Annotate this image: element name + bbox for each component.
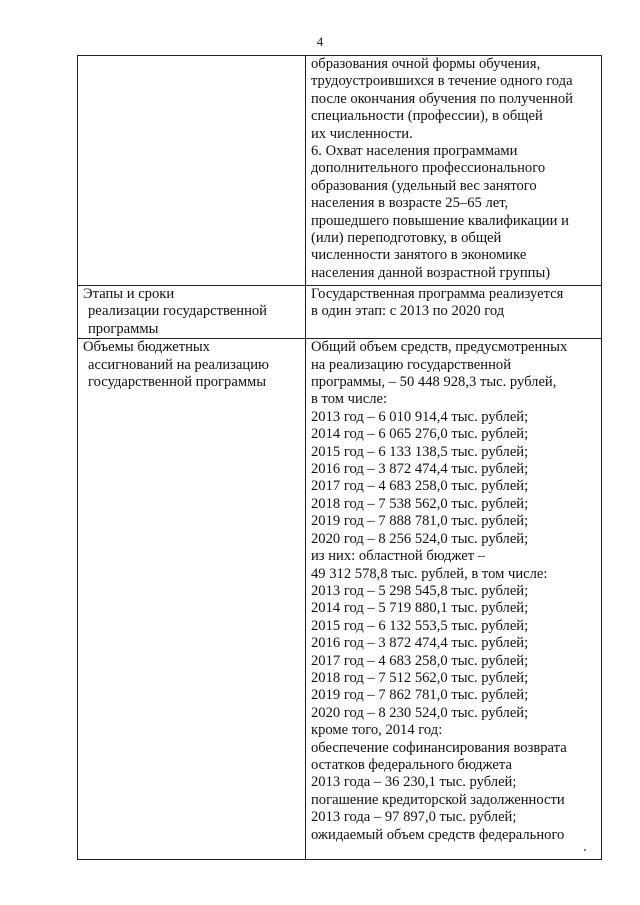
table-row [78, 56, 602, 286]
text-line: 2019 год – 7 862 781,0 тыс. рублей; [311, 687, 529, 704]
row-value-cell [306, 339, 602, 860]
text-line: численности занятого в экономике [311, 247, 527, 264]
text-line: 2014 год – 6 065 276,0 тыс. рублей; [311, 426, 529, 443]
text-line: (или) переподготовку, в общей [311, 230, 502, 247]
text-line: 2019 год – 7 888 781,0 тыс. рублей; [311, 513, 529, 530]
text-line: 2018 год – 7 512 562,0 тыс. рублей; [311, 669, 529, 686]
label-line: Этапы и сроки [83, 286, 175, 302]
text-line: остатков федерального бюджета [311, 756, 512, 773]
text-line: погашение кредиторской задолженности [311, 791, 565, 808]
text-line: трудоустроившихся в течение одного года [311, 73, 573, 90]
text-line: 2013 год – 6 010 914,4 тыс. рублей; [311, 408, 529, 425]
text-line: специальности (профессии), в общей [311, 108, 543, 125]
text-line: образования очной формы обучения, [311, 56, 541, 72]
text-line: 2015 год – 6 133 138,5 тыс. рублей; [311, 443, 529, 460]
text-line: образования (удельный вес занятого [311, 177, 537, 194]
text-line: ожидаемый объем средств федерального [311, 826, 565, 843]
text-line: 49 312 578,8 тыс. рублей, в том числе: [311, 565, 548, 582]
text-line: 2016 год – 3 872 474,4 тыс. рублей; [311, 635, 529, 652]
text-line: Государственная программа реализуется [311, 286, 564, 302]
text-line: Общий объем средств, предусмотренных [311, 339, 568, 356]
text-line: 2017 год – 4 683 258,0 тыс. рублей; [311, 478, 529, 495]
text-line: 2013 года – 36 230,1 тыс. рублей; [311, 774, 517, 791]
text-line: 2018 год – 7 538 562,0 тыс. рублей; [311, 495, 529, 512]
text-line: 2014 год – 5 719 880,1 тыс. рублей; [311, 600, 529, 617]
text-line: обеспечение софинансирования возврата [311, 739, 567, 756]
label-line: Объемы бюджетных [83, 339, 210, 356]
text-line: 2020 год – 8 230 524,0 тыс. рублей; [311, 704, 529, 721]
row-label-cell [78, 339, 306, 860]
text-line: 2020 год – 8 256 524,0 тыс. рублей; [311, 530, 529, 547]
text-line: прошедшего повышение квалификации и [311, 212, 569, 229]
text-line: в один этап: с 2013 по 2020 год [311, 303, 505, 320]
text-line: 2017 год – 4 683 258,0 тыс. рублей; [311, 652, 529, 669]
table-row [78, 339, 602, 860]
row-value-cell [306, 286, 602, 339]
row-label-cell [78, 56, 306, 286]
text-line: 6. Охват населения программами [311, 143, 518, 160]
table-row [78, 286, 602, 339]
label-line: программы [88, 320, 159, 337]
text-line: 2015 год – 6 132 553,5 тыс. рублей; [311, 617, 529, 634]
text-line: кроме того, 2014 год: [311, 722, 443, 739]
row-value-cell [306, 56, 602, 286]
text-line: программы, – 50 448 928,3 тыс. рублей, [311, 374, 557, 391]
text-line: населения данной возрастной группы) [311, 264, 551, 281]
text-line: в том числе: [311, 391, 388, 408]
text-line: населения в возрасте 25–65 лет, [311, 195, 509, 212]
label-line: государственной программы [88, 374, 267, 391]
text-line: после окончания обучения по полученной [311, 90, 573, 107]
text-line: дополнительного профессионального [311, 160, 546, 177]
page-number: 4 [316, 34, 324, 49]
passport-table [77, 55, 602, 860]
text-line: 2013 год – 5 298 545,8 тыс. рублей; [311, 582, 529, 599]
label-line: ассигнований на реализацию [88, 356, 269, 373]
text-line: из них: областной бюджет – [311, 548, 486, 565]
text-line: на реализацию государственной [311, 356, 512, 373]
text-line: их численности. [311, 125, 413, 142]
row-label-cell [78, 286, 306, 339]
scan-speck [584, 849, 586, 851]
label-line: реализации государственной [88, 303, 267, 320]
text-line: 2013 года – 97 897,0 тыс. рублей; [311, 809, 517, 826]
text-line: 2016 год – 3 872 474,4 тыс. рублей; [311, 461, 529, 478]
